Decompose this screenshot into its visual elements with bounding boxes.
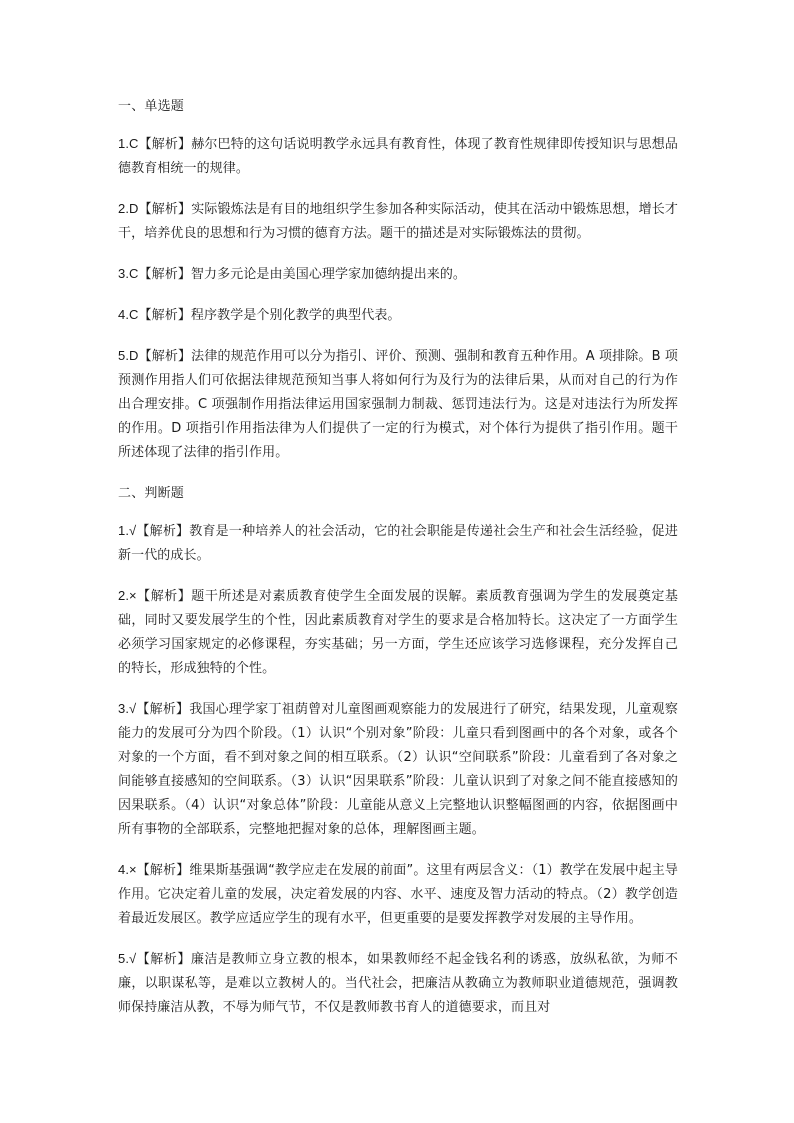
section-title: 二、判断题 — [118, 486, 185, 501]
answer-prefix: 3.√ — [118, 701, 137, 716]
answer-prefix: 5.D — [118, 348, 139, 363]
answer-text: 【解析】我国心理学家丁祖荫曾对儿童图画观察能力的发展进行了研究，结果发现，儿童观察能力的发展可分为四个阶段。（1）认识“个别对象”阶段：儿童只看到图画中的各个对象，或各个对象的一个方面，看不到对象之间的相互联系。（2）认识“空间联系”阶段：儿童看到了各对象之间能够直接感知的空间联系。（3）认识“因果联系”阶段：儿童认识到了对象之间不能直接感知的因果联系。（4）认识“对象总体”阶段：儿童能从意义上完整地认识整幅图画的内容，依据图画中所有事物的全部联系，完整地把握对象的总体，理解图画主题。 — [118, 702, 678, 837]
answer-prefix: 4.C — [118, 307, 139, 322]
answer-text: 【解析】廉洁是教师立身立教的根本，如果教师经不起金钱名利的诱惑，放纵私欲，为师不廉，以职谋私等，是难以立教树人的。当代社会，把廉洁从教确立为教师职业道德规范，强调教师保持廉洁从教，不辱为师气节，不仅是教师教书育人的道德要求，而且对 — [118, 952, 678, 1015]
answer-item — [118, 344, 678, 465]
answer-item — [118, 697, 678, 842]
section-title: 一、单选题 — [118, 99, 185, 114]
answer-item — [118, 197, 678, 246]
answer-document — [118, 96, 678, 1036]
answer-text: 【解析】法律的规范作用可以分为指引、评价、预测、强制和教育五种作用。A 项排除。B 项预测作用指人们可依据法律规范预知当事人将如何行为及行为的法律后果，从而对自己的行为作出合理安排。C 项强制作用指法律运用国家强制力制裁、惩罚违法行为。这是对违法行为所发挥的作用。D 项指引作用指法律为人们提供了一定的行为模式，对个体行为提供了指引作用。题干所述体现了法律的指引作用。 — [118, 349, 678, 460]
answer-prefix: 2.× — [118, 588, 137, 603]
answer-text: 【解析】实际锻炼法是有目的地组织学生参加各种实际活动，使其在活动中锻炼思想，增长才干，培养优良的思想和行为习惯的德育方法。题干的描述是对实际锻炼法的贯彻。 — [118, 202, 678, 241]
answer-text: 【解析】教育是一种培养人的社会活动，它的社会职能是传递社会生产和社会生活经验，促进新一代的成长。 — [118, 524, 678, 563]
answer-text: 【解析】维果斯基强调“教学应走在发展的前面”。这里有两层含义：（1）教学在发展中起主导作用。它决定着儿童的发展，决定着发展的内容、水平、速度及智力活动的特点。（2）教学创造着最近发展区。教学应适应学生的现有水平，但更重要的是要发挥教学对发展的主导作用。 — [118, 863, 678, 926]
answer-prefix: 1.√ — [118, 523, 137, 538]
section-true-false — [118, 483, 678, 1020]
section-single-choice — [118, 96, 678, 465]
answer-prefix: 1.C — [118, 136, 139, 151]
answer-text: 【解析】程序教学是个别化教学的典型代表。 — [138, 308, 401, 323]
answer-item — [118, 519, 678, 568]
answer-prefix: 3.C — [118, 266, 139, 281]
answer-text: 【解析】赫尔巴特的这句话说明教学永远具有教育性，体现了教育性规律即传授知识与思想品德教育相统一的规律。 — [118, 137, 678, 176]
answer-item — [118, 262, 678, 287]
answer-text: 【解析】智力多元论是由美国心理学家加德纳提出来的。 — [138, 267, 467, 282]
answer-item — [118, 858, 678, 931]
answer-prefix: 5.√ — [118, 951, 137, 966]
answer-text: 【解析】题干所述是对素质教育使学生全面发展的误解。素质教育强调为学生的发展奠定基础，同时又要发展学生的个性，因此素质教育对学生的要求是合格加特长。这决定了一方面学生必须学习国家规定的必修课程，夯实基础；另一方面，学生还应该学习选修课程，充分发挥自己的特长，形成独特的个性。 — [118, 589, 678, 676]
answer-item — [118, 947, 678, 1020]
answer-item — [118, 303, 678, 328]
answer-prefix: 4.× — [118, 862, 137, 877]
answer-item — [118, 584, 678, 681]
answer-item — [118, 132, 678, 181]
answer-prefix: 2.D — [118, 201, 139, 216]
